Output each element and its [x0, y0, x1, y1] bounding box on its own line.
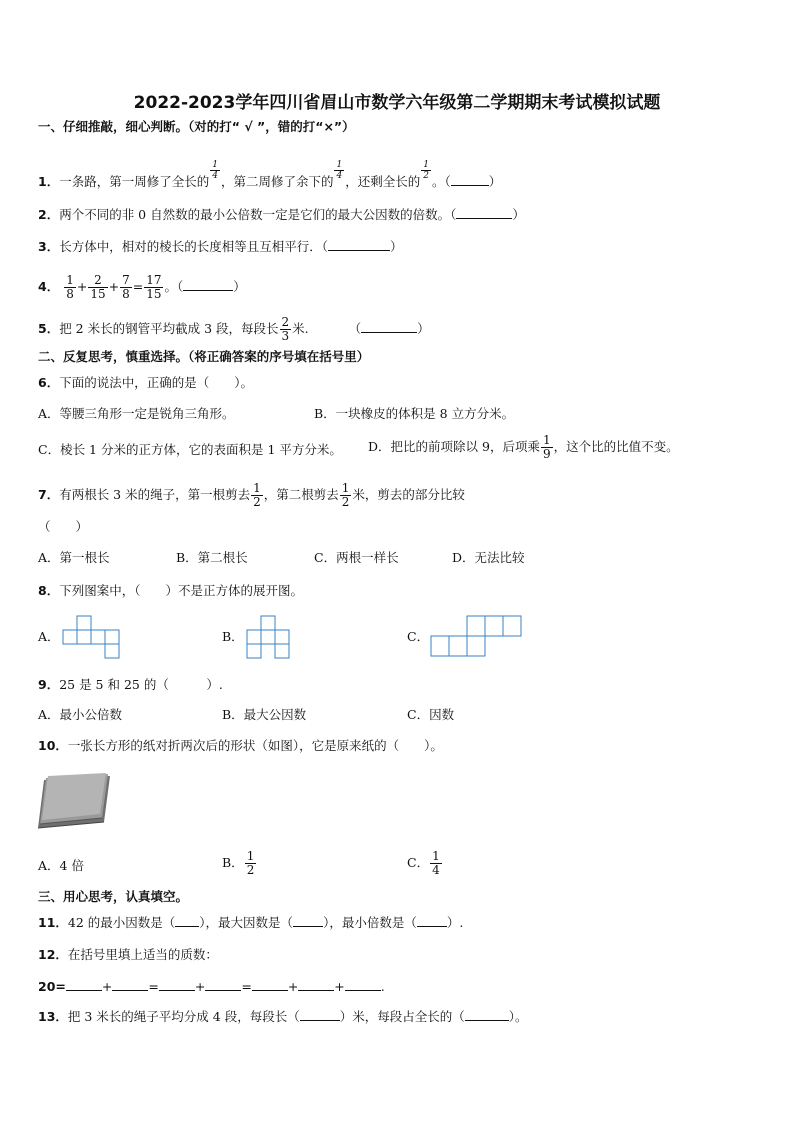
q4-f4-num: 17 — [146, 273, 162, 287]
q11-text-3: ），最小倍数是（ — [323, 915, 417, 930]
q2-answer-blank[interactable] — [456, 206, 512, 219]
q1-text-3: ，还剩全长的 — [345, 174, 421, 189]
q10-option-b-fraction — [245, 850, 257, 877]
q12-blank-1[interactable] — [66, 978, 102, 991]
q7-f2-den: 2 — [341, 495, 350, 509]
q10-c-num: 1 — [432, 849, 440, 863]
q6-number: 6． — [38, 375, 60, 390]
q11-blank-2[interactable] — [293, 914, 323, 927]
q3-text: 长方体中，相对的棱长的长度相等且互相平行．（ — [59, 239, 328, 254]
q10-option-b-label: B． — [222, 855, 244, 870]
q5-fraction — [280, 316, 292, 343]
q7-f1-den: 2 — [253, 495, 261, 509]
q3-close-paren: ） — [389, 239, 403, 254]
q12-equation — [38, 978, 385, 996]
q4-number: 4． — [38, 279, 60, 294]
q12-blank-3[interactable] — [159, 978, 195, 991]
q2-text: 两个不同的非 0 自然数的最小公倍数一定是它们的最大公因数的倍数。（ — [59, 207, 457, 222]
q10-folded-paper-image — [36, 774, 112, 832]
q9-number: 9． — [38, 677, 60, 692]
q13-number: 13． — [38, 1009, 68, 1024]
q12-plus-3: + — [287, 979, 299, 994]
q6-option-a[interactable]: A．等腰三角形一定是锐角三角形。 — [38, 406, 235, 421]
q4-fraction-1 — [64, 274, 76, 301]
q4-f1-den: 8 — [66, 287, 74, 301]
q5-answer-blank[interactable] — [361, 320, 417, 333]
question-4 — [38, 274, 246, 301]
q12-number: 12． — [38, 947, 68, 962]
q7-option-a[interactable]: A．第一根长 — [38, 550, 110, 565]
q5-f-num: 2 — [281, 315, 290, 329]
q4-open-paren: 。（ — [164, 279, 184, 294]
q1-fraction-1 — [210, 160, 220, 181]
q4-f4-den: 15 — [146, 287, 162, 301]
page-title: 2022-2023学年四川省眉山市数学六年级第二学期期末考试模拟试题 — [133, 93, 661, 113]
q13-text-3: ）。 — [508, 1009, 528, 1024]
q5-text-1: 把 2 米长的钢管平均截成 3 段，每段长 — [59, 321, 279, 336]
question-13 — [38, 1008, 528, 1026]
q1-f1-den: 4 — [212, 171, 218, 181]
q7-f2-num: 1 — [341, 481, 350, 495]
q10-option-c[interactable] — [407, 850, 443, 877]
q4-equals: = — [132, 279, 144, 294]
q7-number: 7． — [38, 487, 60, 502]
q12-equals-2: = — [241, 979, 252, 994]
q9-option-b[interactable]: B．最大公因数 — [222, 707, 307, 722]
q5-close-paren: ） — [417, 321, 430, 336]
q8-net-figure-c — [430, 615, 524, 661]
q8-number: 8． — [38, 583, 60, 598]
q11-number: 11． — [38, 915, 68, 930]
q11-blank-1[interactable] — [175, 914, 199, 927]
q8-text: 下列图案中，（ ）不是正方体的展开图。 — [59, 583, 303, 598]
q2-close-paren: ） — [512, 207, 525, 222]
q6-option-d-fraction — [541, 434, 553, 461]
q6-option-d-text-1: D．把比的前项除以 9，后项乘 — [368, 439, 540, 454]
q7-option-b[interactable]: B．第二根长 — [176, 550, 248, 565]
q7-option-d[interactable]: D．无法比较 — [452, 550, 525, 565]
q10-text: 一张长方形的纸对折两次后的形状（如图），它是原来纸的（ ）。 — [67, 738, 443, 753]
q6-d-den: 9 — [542, 447, 551, 461]
q4-f2-num: 2 — [94, 273, 102, 287]
q7-text-3: 米，剪去的部分比较 — [352, 487, 465, 502]
q8-net-figure-a — [62, 615, 122, 661]
q9-option-a[interactable]: A．最小公倍数 — [38, 707, 123, 722]
q3-number: 3． — [38, 239, 60, 254]
q12-blank-2[interactable] — [112, 978, 148, 991]
q13-blank-1[interactable] — [300, 1008, 340, 1021]
q6-option-d-text-2: ，这个比的比值不变。 — [553, 439, 679, 454]
q4-f2-den: 15 — [90, 287, 106, 301]
q12-blank-6[interactable] — [298, 978, 334, 991]
q13-text-2: ）米，每段占全长的（ — [339, 1009, 465, 1024]
q6-option-d[interactable] — [368, 434, 679, 461]
q10-b-den: 2 — [246, 863, 255, 877]
q8-net-figure-b — [246, 615, 292, 661]
section3-heading: 三、用心思考，认真填空。 — [38, 889, 189, 904]
q5-f-den: 3 — [281, 329, 290, 343]
q11-text-1: 42 的最小因数是（ — [67, 915, 176, 930]
q7-text-1: 有两根长 3 米的绳子，第一根剪去 — [59, 487, 251, 502]
q1-f1-num: 1 — [212, 160, 218, 170]
q10-option-b[interactable] — [222, 850, 257, 877]
question-2 — [38, 206, 525, 224]
question-5 — [38, 316, 430, 343]
q2-number: 2． — [38, 207, 60, 222]
q10-option-c-label: C． — [407, 855, 430, 870]
q6-option-c[interactable]: C．棱长 1 分米的正方体，它的表面积是 1 平方分米。 — [38, 442, 342, 457]
q12-plus-2: + — [194, 979, 206, 994]
q1-text-2: ，第二周修了余下的 — [220, 174, 334, 189]
q7-text-2: ，第二根剪去 — [263, 487, 339, 502]
q11-text-4: ）. — [446, 915, 464, 930]
question-9 — [38, 676, 223, 694]
q10-b-num: 1 — [246, 849, 255, 863]
q1-f3-den: 2 — [423, 171, 429, 181]
q6-option-b[interactable]: B．一块橡皮的体积是 8 立方分米。 — [314, 406, 515, 421]
question-11 — [38, 914, 463, 932]
q8-option-c[interactable]: C． — [407, 629, 430, 644]
q12-end: . — [380, 979, 385, 994]
q10-number: 10． — [38, 738, 68, 753]
q7-option-c[interactable]: C．两根一样长 — [314, 550, 399, 565]
q10-option-a[interactable]: A．4 倍 — [38, 858, 84, 873]
q1-answer-blank[interactable] — [451, 173, 489, 186]
q12-blank-4[interactable] — [205, 978, 241, 991]
q4-plus-2: + — [108, 279, 120, 294]
q10-c-den: 4 — [432, 863, 440, 877]
q12-equals-1: = — [148, 979, 159, 994]
q4-fraction-3 — [120, 274, 132, 301]
q4-close-paren: ） — [233, 279, 246, 294]
q11-text-2: ），最大因数是（ — [199, 915, 294, 930]
q4-answer-blank[interactable] — [183, 278, 233, 291]
q4-fraction-4 — [144, 274, 163, 301]
q7-fraction-2 — [340, 482, 352, 509]
q6-text: 下面的说法中，正确的是（ ）。 — [59, 375, 253, 390]
q1-text-4: 。（ — [431, 174, 451, 189]
question-12 — [38, 946, 218, 964]
q9-text: 25 是 5 和 25 的（ ）. — [59, 677, 223, 692]
section1-heading: 一、仔细推敲，细心判断。（对的打“ √ ”，错的打“×”） — [38, 119, 355, 134]
q4-plus-1: + — [76, 279, 88, 294]
q11-blank-3[interactable] — [417, 914, 447, 927]
question-10 — [38, 737, 443, 755]
q1-number: 1． — [38, 174, 60, 189]
q5-text-2: 米. — [292, 321, 309, 336]
q4-f1-num: 1 — [66, 273, 74, 287]
q8-option-b[interactable]: B． — [222, 629, 244, 644]
q5-open-paren: （ — [348, 321, 362, 336]
q12-blank-5[interactable] — [252, 978, 288, 991]
q1-text-1: 一条路，第一周修了全长的 — [59, 174, 210, 189]
q6-d-num: 1 — [542, 433, 551, 447]
question-1 — [38, 160, 502, 193]
q8-option-a[interactable]: A． — [38, 629, 60, 644]
q1-fraction-2 — [334, 160, 344, 181]
q7-f1-num: 1 — [253, 481, 261, 495]
q3-answer-blank[interactable] — [328, 238, 390, 251]
question-3 — [38, 238, 402, 256]
q1-f2-num: 1 — [336, 160, 343, 170]
q9-option-c[interactable]: C．因数 — [407, 707, 455, 722]
question-7 — [38, 482, 465, 509]
q13-text-1: 把 3 米长的绳子平均分成 4 段，每段长（ — [67, 1009, 300, 1024]
q7-fraction-1 — [251, 482, 263, 509]
q12-blank-7[interactable] — [345, 978, 381, 991]
question-6 — [38, 374, 253, 392]
q12-plus-4: + — [334, 979, 345, 994]
q1-f2-den: 4 — [336, 171, 343, 181]
q1-close-paren: ） — [488, 174, 502, 189]
q12-plus-1: + — [101, 979, 113, 994]
q4-f3-den: 8 — [122, 287, 130, 301]
question-8 — [38, 582, 303, 600]
q10-option-c-fraction — [430, 850, 442, 877]
q5-number: 5． — [38, 321, 60, 336]
q4-fraction-2 — [88, 274, 107, 301]
q12-equation-start: 20= — [38, 979, 66, 994]
q1-f3-num: 1 — [423, 160, 429, 170]
q12-text: 在括号里填上适当的质数： — [67, 947, 218, 962]
q7-answer-paren[interactable]: （ ） — [38, 519, 89, 534]
q4-f3-num: 7 — [122, 273, 130, 287]
q1-fraction-3 — [421, 160, 431, 181]
q13-blank-2[interactable] — [465, 1008, 509, 1021]
section2-heading: 二、反复思考，慎重选择。（将正确答案的序号填在括号里） — [38, 349, 370, 364]
